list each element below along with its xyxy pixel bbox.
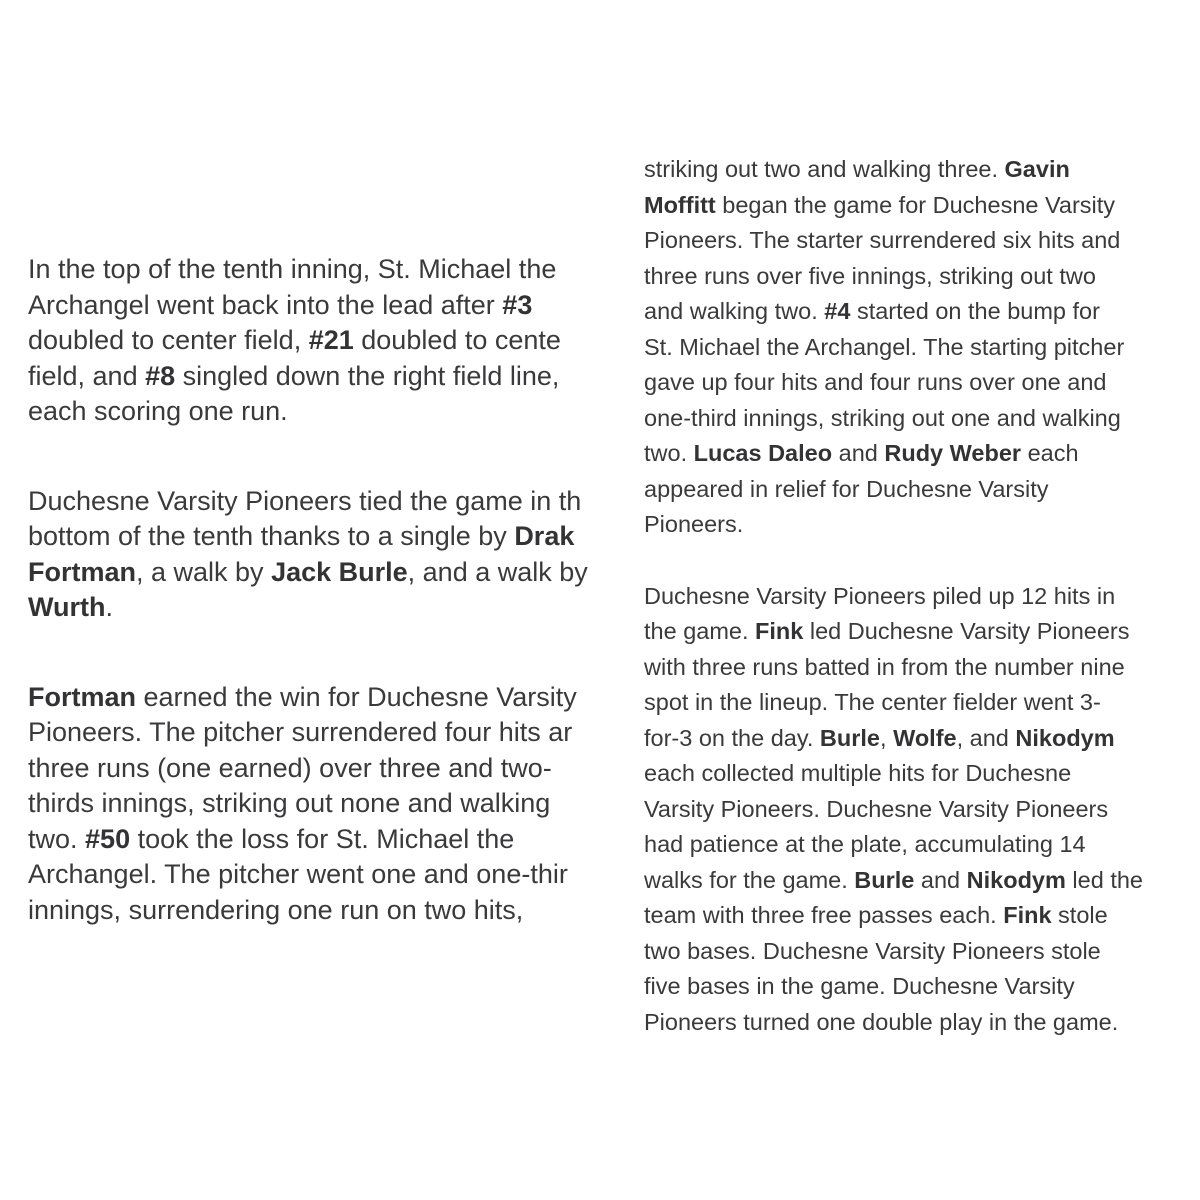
text-run: one-third innings, striking out one and walking: [644, 404, 1121, 431]
bold-name: Nikodym: [966, 866, 1066, 893]
bold-name: Burle: [819, 724, 880, 751]
bold-name: Drak: [514, 521, 575, 551]
left-text-column: [28, 252, 622, 928]
text-run: stole: [1051, 902, 1108, 928]
text-line: [28, 484, 622, 520]
text-run: Pioneers turned one double play in the game.: [644, 1008, 1119, 1035]
text-run: singled down the right field line,: [175, 360, 560, 391]
bold-name: Fink: [755, 618, 804, 644]
text-line: [28, 893, 622, 929]
text-line: [644, 507, 1184, 543]
bold-name: #50: [85, 823, 131, 854]
text-line: [644, 934, 1184, 970]
text-line: [28, 857, 622, 893]
text-run: two bases. Duchesne Varsity Pioneers stole: [644, 937, 1101, 964]
text-run: .: [105, 592, 113, 622]
text-run: In the top of the tenth inning, St. Michael the: [28, 254, 557, 284]
text-run: led Duchesne Varsity Pioneers: [803, 618, 1130, 644]
bold-name: Gavin: [1004, 156, 1070, 182]
text-line: [28, 323, 622, 359]
paragraph: [644, 152, 1184, 543]
text-run: had patience at the plate, accumulating 14: [644, 831, 1086, 857]
text-line: [644, 685, 1184, 721]
text-line: [28, 590, 622, 626]
text-line: [28, 288, 622, 324]
text-run: appeared in relief for Duchesne Varsity: [644, 475, 1049, 502]
bold-name: #4: [824, 298, 851, 324]
text-line: [28, 394, 622, 430]
text-run: St. Michael the Archangel. The starting pitcher: [644, 333, 1125, 360]
text-line: [28, 252, 622, 288]
paragraph-gap: [28, 626, 622, 680]
text-line: [28, 822, 622, 858]
paragraph: [644, 579, 1184, 1041]
text-line: [644, 152, 1184, 188]
text-line: [644, 401, 1184, 437]
text-run: , and: [956, 724, 1016, 751]
text-run: Duchesne Varsity Pioneers piled up 12 hits in: [644, 582, 1116, 609]
text-line: [28, 786, 622, 822]
text-run: field, and: [28, 360, 146, 391]
text-run: took the loss for St. Michael the: [130, 823, 515, 854]
text-run: bottom of the tenth thanks to a single by: [28, 521, 515, 551]
bold-name: Lucas Daleo: [693, 440, 833, 466]
text-run: two.: [644, 440, 694, 466]
text-run: thirds innings, striking out none and walking: [28, 788, 551, 818]
text-run: and: [914, 866, 967, 893]
text-run: Varsity Pioneers. Duchesne Varsity Pioneers: [644, 795, 1109, 822]
text-run: with three runs batted in from the number nine: [644, 653, 1125, 680]
text-line: [644, 223, 1184, 259]
bold-name: #8: [145, 360, 176, 391]
text-run: two.: [28, 823, 86, 854]
text-line: [644, 330, 1184, 366]
text-run: ,: [880, 724, 894, 751]
text-line: [28, 751, 622, 787]
text-run: striking out two and walking three.: [644, 156, 1005, 182]
paragraph: [28, 252, 622, 430]
bold-name: Wurth: [28, 592, 106, 622]
text-run: Duchesne Varsity Pioneers tied the game in th: [28, 485, 582, 516]
text-line: [644, 259, 1184, 295]
paragraph: [28, 484, 622, 626]
text-line: [644, 969, 1184, 1005]
text-line: [644, 721, 1184, 757]
text-run: began the game for Duchesne Varsity: [715, 191, 1116, 218]
text-line: [644, 792, 1184, 828]
text-line: [28, 359, 622, 395]
text-run: Archangel went back into the lead after: [28, 289, 503, 320]
text-run: walks for the game.: [644, 866, 855, 893]
text-run: team with three free passes each.: [644, 902, 1004, 928]
text-run: earned the win for Duchesne Varsity: [136, 681, 577, 712]
text-line: [644, 579, 1184, 615]
bold-name: Burle: [854, 866, 915, 893]
text-run: Pioneers.: [644, 511, 744, 537]
bold-name: Rudy Weber: [884, 440, 1022, 466]
text-line: [644, 188, 1184, 224]
text-line: [644, 650, 1184, 686]
bold-name: Wolfe: [893, 724, 957, 751]
text-run: spot in the lineup. The center fielder went 3-: [644, 689, 1101, 715]
text-run: each: [1021, 440, 1079, 466]
text-run: doubled to center field,: [28, 325, 309, 355]
text-line: [644, 436, 1184, 472]
bold-name: Fortman: [28, 556, 136, 587]
text-line: [28, 555, 622, 591]
text-run: and walking two.: [644, 298, 825, 324]
text-run: doubled to cente: [353, 325, 561, 355]
text-run: , a walk by: [136, 556, 272, 587]
text-line: [644, 365, 1184, 401]
text-run: five bases in the game. Duchesne Varsity: [644, 973, 1075, 999]
right-text-column: [644, 152, 1184, 1040]
text-line: [644, 472, 1184, 508]
text-line: [28, 519, 622, 555]
bold-name: Jack Burle: [271, 556, 408, 587]
text-line: [28, 680, 622, 716]
text-run: three runs over five innings, striking out two: [644, 262, 1096, 289]
text-run: each collected multiple hits for Duchesne: [644, 760, 1072, 786]
text-run: the game.: [644, 618, 756, 644]
text-run: Archangel. The pitcher went one and one-thir: [28, 859, 568, 889]
text-run: and: [832, 440, 885, 466]
text-run: each scoring one run.: [28, 396, 288, 426]
text-run: for-3 on the day.: [644, 724, 820, 751]
text-line: [28, 715, 622, 751]
text-run: Pioneers. The pitcher surrendered four hits ar: [28, 717, 573, 747]
text-line: [644, 898, 1184, 934]
text-run: Pioneers. The starter surrendered six hits and: [644, 227, 1121, 253]
bold-name: #3: [502, 289, 533, 320]
text-line: [644, 294, 1184, 330]
text-line: [644, 863, 1184, 899]
bold-name: Fink: [1003, 902, 1052, 928]
text-run: gave up four hits and four runs over one and: [644, 369, 1107, 395]
paragraph-gap: [644, 543, 1184, 579]
text-line: [644, 756, 1184, 792]
text-run: started on the bump for: [850, 298, 1100, 324]
bold-name: Fortman: [28, 681, 136, 712]
bold-name: Moffitt: [644, 191, 716, 218]
bold-name: #21: [308, 325, 354, 355]
text-line: [644, 1005, 1184, 1041]
paragraph-gap: [28, 430, 622, 484]
paragraph: [28, 680, 622, 929]
bold-name: Nikodym: [1015, 724, 1115, 751]
text-line: [644, 614, 1184, 650]
text-run: three runs (one earned) over three and two-: [28, 752, 552, 783]
text-run: , and a walk by: [407, 556, 588, 587]
text-run: led the: [1065, 866, 1143, 893]
text-run: innings, surrendering one run on two hits,: [28, 894, 524, 925]
text-line: [644, 827, 1184, 863]
